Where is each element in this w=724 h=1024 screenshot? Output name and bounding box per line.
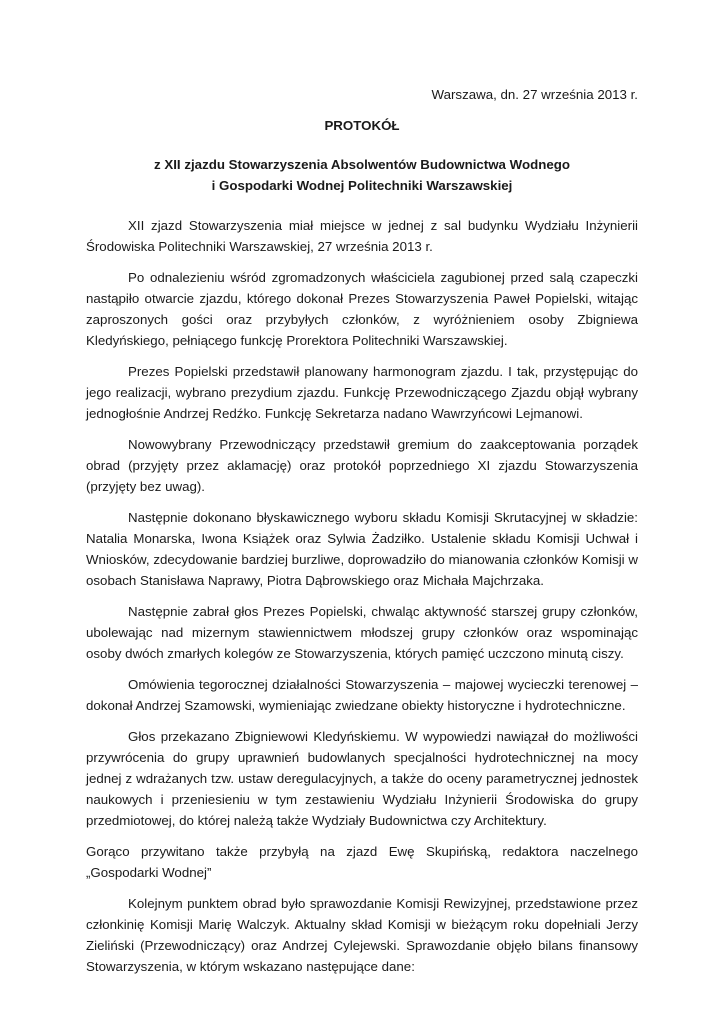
paragraph-agenda: Nowowybrany Przewodniczący przedstawił gremium do zaakceptowania porządek obrad (przyjęty przez aklamację) oraz protokół poprzedniego XI zjazdu Stowarzyszenia (przyjęty bez uwag). (86, 437, 638, 494)
subtitle-line-2: i Gospodarki Wodnej Politechniki Warszawskiej (211, 178, 513, 193)
paragraph-president-speech: Następnie zabrał głos Prezes Popielski, chwaląc aktywność starszej grupy członków, ubolewając nad mizernym stawiennictwem młodszej grupy członków oraz wspominając osoby dwóch zmarłych kolegów ze Stowarzyszenia, których pamięć uczczono minutą ciszy. (86, 604, 638, 661)
paragraph-presidium: Prezes Popielski przedstawił planowany harmonogram zjazdu. I tak, przystępując do jego realizacji, wybrano prezydium zjazdu. Funkcję Przewodniczącego Zjazdu objął wybrany jednogłośnie Andrzej Redźko. Funkcję Sekretarza nadano Wawrzyńcowi Lejmanowi. (86, 364, 638, 421)
paragraph-guest: Gorąco przywitano także przybyłą na zjazd Ewę Skupińską, redaktora naczelnego „Gospodarki Wodnej” (86, 844, 638, 880)
paragraph-activities: Omówienia tegorocznej działalności Stowarzyszenia – majowej wycieczki terenowej – dokonał Andrzej Szamowski, wymieniając zwiedzane obiekty historyczne i hydrotechniczne. (86, 677, 638, 713)
subtitle-line-1: z XII zjazdu Stowarzyszenia Absolwentów Budownictwa Wodnego (154, 157, 570, 172)
paragraph-venue: XII zjazd Stowarzyszenia miał miejsce w jednej z sal budynku Wydziału Inżynierii Środowiska Politechniki Warszawskiej, 27 września 2013 r. (86, 218, 638, 254)
paragraph-opening: Po odnalezieniu wśród zgromadzonych właściciela zagubionej przed salą czapeczki nastąpiło otwarcie zjazdu, którego dokonał Prezes Stowarzyszenia Paweł Popielski, witając zaproszonych gości oraz przybyłych członków, z wyróżnieniem osoby Zbigniewa Kledyńskiego, pełniącego funkcję Prorektora Politechniki Warszawskiej. (86, 270, 638, 348)
document-page (86, 84, 638, 987)
paragraph-commissions: Następnie dokonano błyskawicznego wyboru składu Komisji Skrutacyjnej w składzie: Natalia Monarska, Iwona Książek oraz Sylwia Żadziłko. Ustalenie składu Komisji Uchwał i Wniosków, zdecydowanie bardziej burzliwe, doprowadziło do mianowania członków Komisji w osobach Stanisława Naprawy, Piotra Dąbrowskiego oraz Michała Majchrzaka. (86, 510, 638, 588)
document-title: PROTOKÓŁ (324, 118, 400, 133)
document-date: Warszawa, dn. 27 września 2013 r. (431, 87, 638, 102)
document-subtitle (86, 154, 638, 196)
paragraph-kledynski: Głos przekazano Zbigniewowi Kledyńskiemu. W wypowiedzi nawiązał do możliwości przywrócenia do grupy uprawnień budowlanych specjalności hydrotechnicznej na mocy jednej z wdrażanych tzw. ustaw deregulacyjnych, a także do oceny parametrycznej jednostek naukowych i przeniesieniu w tym zestawieniu Wydziału Inżynierii Środowiska do grupy przedmiotowej, do której należą także Wydziały Budownictwa czy Architektury. (86, 729, 638, 828)
paragraph-audit-report: Kolejnym punktem obrad było sprawozdanie Komisji Rewizyjnej, przedstawione przez członkinię Komisji Marię Walczyk. Aktualny skład Komisji w bieżącym roku dopełniali Jerzy Zieliński (Przewodniczący) oraz Andrzej Cylejewski. Sprawozdanie objęło bilans finansowy Stowarzyszenia, w którym wskazano następujące dane: (86, 896, 638, 974)
